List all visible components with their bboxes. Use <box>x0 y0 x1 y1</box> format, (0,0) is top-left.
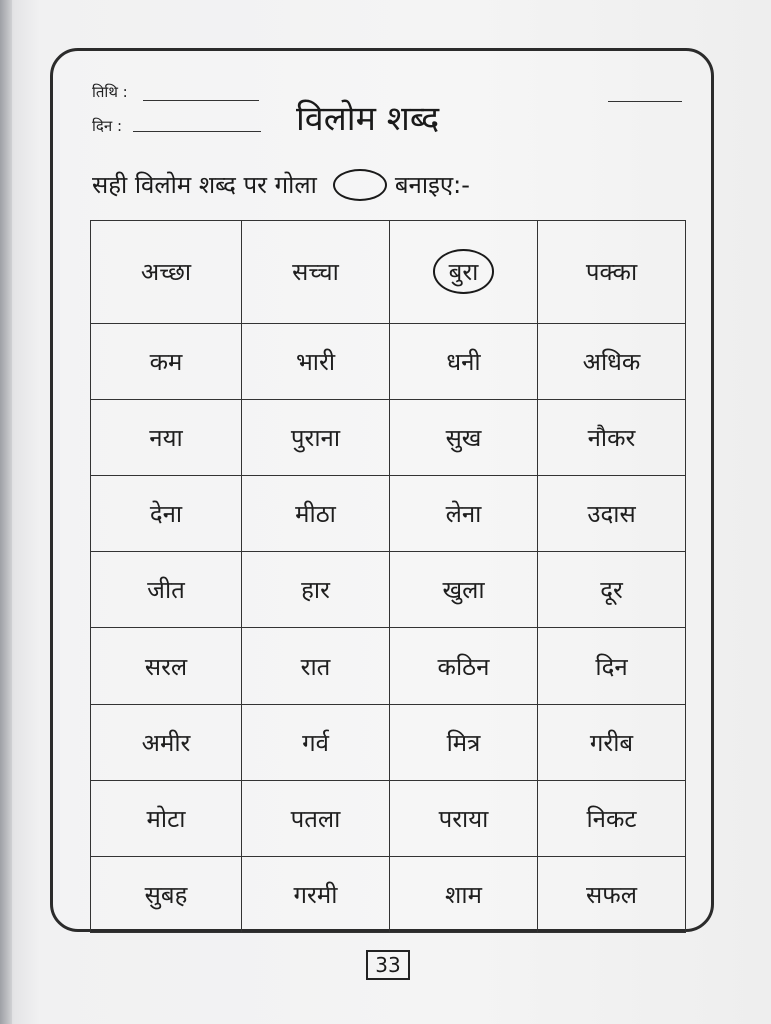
option-cell[interactable] <box>242 628 390 704</box>
option-text: कठिन <box>437 652 490 681</box>
option-cell[interactable] <box>390 552 538 628</box>
blank-line <box>608 101 682 102</box>
table-row <box>91 323 686 399</box>
option-cell[interactable] <box>390 400 538 476</box>
option-cell[interactable] <box>242 323 390 399</box>
word-cell: नया <box>91 400 242 476</box>
date-label: तिथि : <box>92 83 128 101</box>
option-text: दूर <box>600 576 623 605</box>
option-text: पुराना <box>290 424 341 453</box>
option-text: लेना <box>445 500 482 529</box>
option-text: मित्र <box>446 728 481 757</box>
option-text: गरमी <box>293 880 338 909</box>
word-cell: सरल <box>91 628 242 704</box>
option-text: पराया <box>438 804 489 833</box>
table-row <box>91 628 686 704</box>
option-text: भारी <box>295 348 336 377</box>
option-cell[interactable] <box>390 476 538 552</box>
word-cell: देना <box>91 476 242 552</box>
option-text: धनी <box>446 348 481 377</box>
option-text: उदास <box>587 500 636 529</box>
option-text: नौकर <box>587 424 636 453</box>
option-cell[interactable] <box>390 221 538 324</box>
option-text: सफल <box>586 880 637 909</box>
option-text: रात <box>300 652 331 681</box>
book-spine <box>0 0 12 1024</box>
option-text: गरीब <box>589 728 634 757</box>
option-text: हार <box>301 576 330 605</box>
option-cell[interactable] <box>242 476 390 552</box>
option-cell[interactable] <box>538 552 686 628</box>
option-cell[interactable] <box>538 476 686 552</box>
option-cell[interactable] <box>390 628 538 704</box>
option-text: सच्चा <box>292 258 339 287</box>
table-row <box>91 856 686 932</box>
day-line <box>133 131 261 132</box>
instruction-text: सही विलोम शब्द पर गोला <box>92 171 317 199</box>
option-cell[interactable] <box>538 323 686 399</box>
option-cell[interactable] <box>242 400 390 476</box>
table-row <box>91 476 686 552</box>
option-cell[interactable] <box>538 400 686 476</box>
option-text: मीठा <box>295 500 336 529</box>
option-cell[interactable] <box>242 780 390 856</box>
option-text: दिन <box>595 652 628 681</box>
option-cell[interactable] <box>390 856 538 932</box>
word-cell: मोटा <box>91 780 242 856</box>
word-cell: अच्छा <box>91 221 242 324</box>
option-text: शाम <box>445 880 482 909</box>
option-cell[interactable] <box>390 780 538 856</box>
option-cell[interactable] <box>538 221 686 324</box>
option-cell[interactable] <box>538 704 686 780</box>
word-cell: अमीर <box>91 704 242 780</box>
option-cell[interactable] <box>538 856 686 932</box>
option-text: निकट <box>586 804 637 833</box>
option-text: अधिक <box>582 348 641 377</box>
option-cell[interactable] <box>242 552 390 628</box>
option-cell[interactable] <box>390 323 538 399</box>
option-cell[interactable] <box>242 856 390 932</box>
instruction <box>92 168 470 201</box>
option-text: पक्का <box>585 258 638 287</box>
oval-sample-icon <box>333 169 387 201</box>
option-cell[interactable] <box>390 704 538 780</box>
option-cell[interactable] <box>538 628 686 704</box>
table-row <box>91 552 686 628</box>
circled-option: बुरा <box>433 249 495 294</box>
option-text: पतला <box>290 804 341 833</box>
page-number: 33 <box>366 950 410 980</box>
word-cell: सुबह <box>91 856 242 932</box>
table-row <box>91 221 686 324</box>
table-row <box>91 704 686 780</box>
word-cell: जीत <box>91 552 242 628</box>
antonym-table <box>90 220 686 933</box>
word-cell: कम <box>91 323 242 399</box>
instruction-text-end: बनाइए:- <box>394 171 470 199</box>
date-line <box>143 100 259 101</box>
option-text: सुख <box>445 424 482 453</box>
day-label: दिन : <box>92 117 122 135</box>
option-text: गर्व <box>302 728 329 757</box>
table-row <box>91 780 686 856</box>
table-row <box>91 400 686 476</box>
option-text: खुला <box>442 576 485 605</box>
page-title: विलोम शब्द <box>296 99 440 139</box>
option-cell[interactable] <box>242 221 390 324</box>
option-cell[interactable] <box>242 704 390 780</box>
option-cell[interactable] <box>538 780 686 856</box>
